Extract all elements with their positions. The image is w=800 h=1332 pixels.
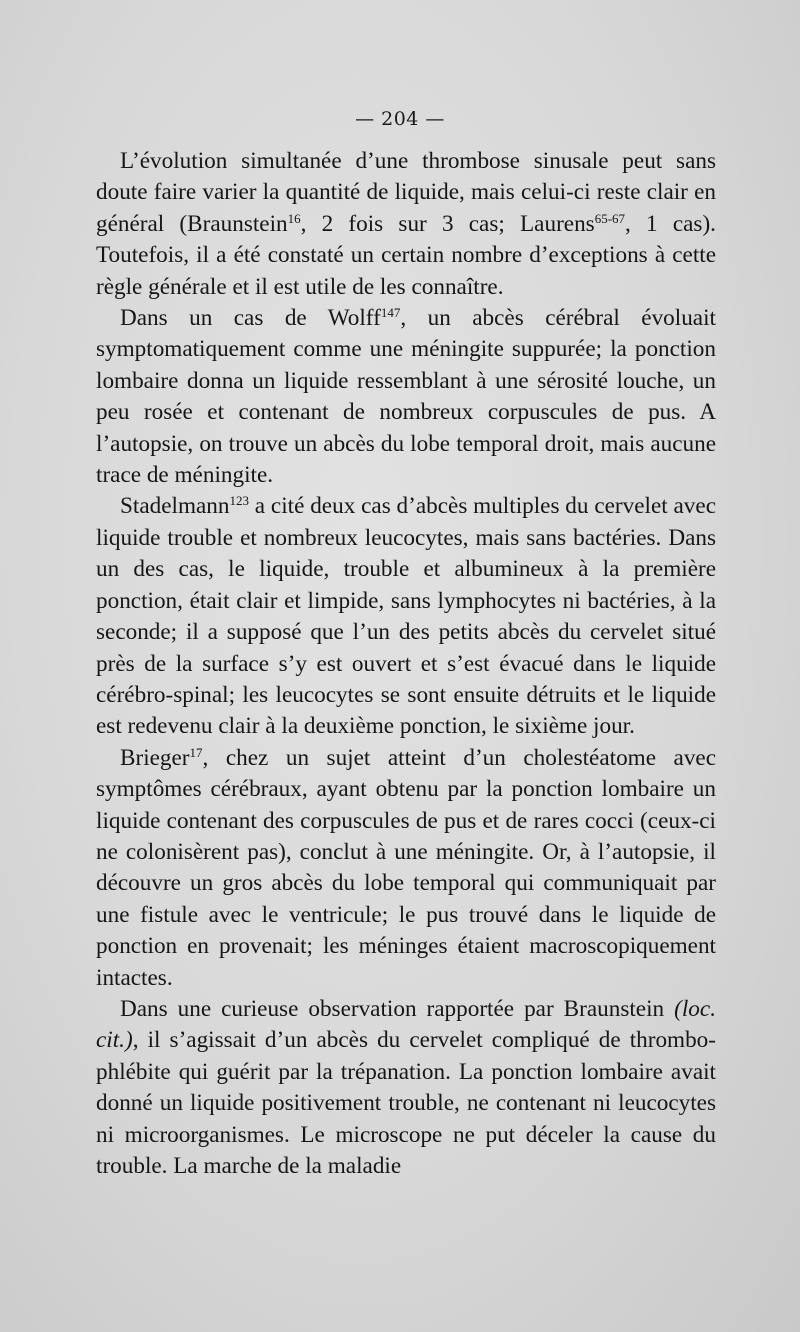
paragraph bbox=[96, 146, 716, 303]
text-run: L’évolution simultanée d’une thrombose sinusale peut sans doute faire varier la quantité de liquide, mais celui-ci reste clair en général (Braunstein bbox=[96, 148, 716, 237]
text-run: a cité deux cas d’abcès multiples du cervelet avec liquide trouble et nombreux leucocytes, mais sans bactéries. Dans un des cas, le liquide, trouble et albumineux à la première ponction, était clair et limpide, sans lymphocytes ni bactéries, à la seconde; il a supposé que l’un des petits abcès du cervelet situé près de la surface s’y est ouvert et s’est évacué dans le liquide cérébro-spinal; les leucocytes se sont ensuite détruits et le liquide est redevenu clair à la deuxième ponction, le sixième jour. bbox=[96, 493, 716, 740]
text-run: , il s’agissait d’un abcès du cervelet compliqué de thrombo-phlébite qui guérit par la trépanation. La ponction lombaire avait donné un liquide positivement trouble, ne contenant ni leucocytes ni microorganismes. Le microscope ne put déceler la cause du trouble. La marche de la maladie bbox=[96, 1027, 716, 1179]
paragraph bbox=[96, 303, 716, 491]
reference-number: 65-67 bbox=[594, 210, 626, 226]
reference-number: 123 bbox=[229, 493, 249, 509]
reference-number: 147 bbox=[380, 305, 401, 321]
text-run: , 2 fois sur 3 cas; Laurens bbox=[300, 210, 595, 237]
body-text bbox=[96, 146, 716, 1182]
text-run: , un abcès cérébral évoluait symptomatiquement comme une méningite suppurée; la ponction lombaire donna un liquide ressemblant à une sérosité louche, un peu rosée et contenant de nombreux corpuscules de pus. A l’autopsie, on trouve un abcès du lobe temporal droit, mais aucune trace de méningite. bbox=[96, 305, 716, 489]
text-run: Dans une curieuse observation rapportée par Braunstein bbox=[120, 995, 675, 1022]
page-number: — 204 — bbox=[355, 108, 445, 130]
paragraph bbox=[96, 491, 716, 742]
reference-number: 16 bbox=[287, 210, 301, 226]
reference-number: 17 bbox=[189, 744, 203, 760]
text-run: Stadelmann bbox=[120, 493, 230, 520]
text-run: Dans un cas de Wolff bbox=[120, 305, 381, 332]
italic-citation: (loc. cit.) bbox=[96, 995, 716, 1054]
paragraph bbox=[96, 743, 716, 994]
paragraph bbox=[96, 994, 716, 1182]
text-run: , chez un sujet atteint d’un cholestéatome avec symptômes cérébraux, ayant obtenu par la ponction lombaire un liquide contenant des corpuscules de pus et de rares cocci (ceux-ci ne colonisèrent pas), conclut à une méningite. Or, à l’autopsie, il découvre un gros abcès du lobe temporal qui communiquait par une fistule avec le ventricule; le pus trouvé dans le liquide de ponction en provenait; les méninges étaient macroscopiquement intactes. bbox=[96, 744, 716, 991]
text-run: Brieger bbox=[120, 744, 190, 771]
text-run: , 1 cas). Toutefois, il a été constaté un certain nombre d’exceptions à cette règle générale et il est utile de les connaître. bbox=[96, 210, 716, 300]
